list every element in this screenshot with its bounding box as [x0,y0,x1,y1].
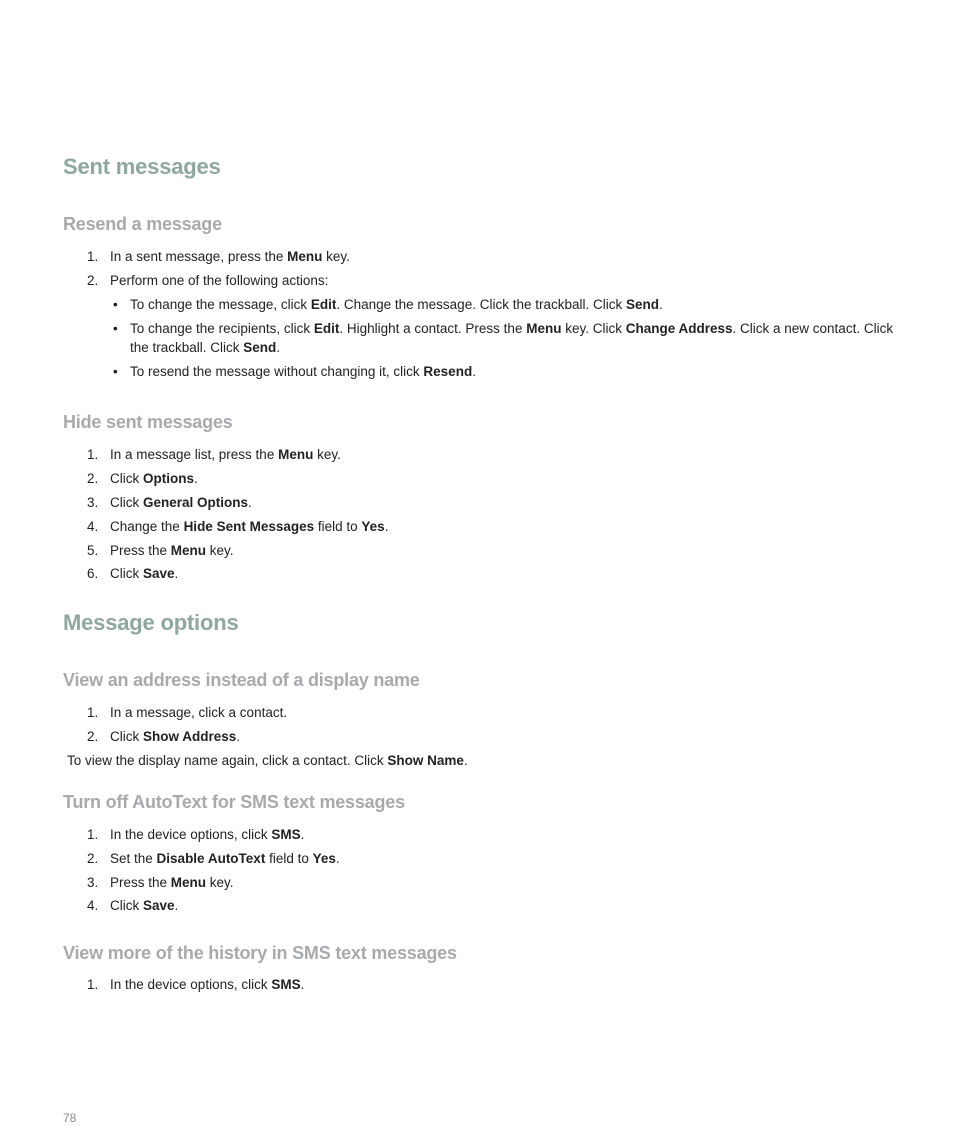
page-number: 78 [63,1111,77,1125]
step-text: In the device options, click SMS. [110,827,305,842]
step-number: 5. [87,543,99,558]
step-number: 1. [87,705,99,720]
step-number: 2. [87,851,99,866]
step-number: 6. [87,566,99,581]
bullet-icon: • [113,321,118,336]
step-text: In a message list, press the Menu key. [110,447,341,462]
step-number: 1. [87,827,99,842]
step-text: Click General Options. [110,495,252,510]
step-number: 2. [87,471,99,486]
section-title-sent-messages: Sent messages [63,154,221,179]
note-text: To view the display name again, click a contact. Click Show Name. [67,753,468,768]
step-text: Set the Disable AutoText field to Yes. [110,851,340,866]
step-text: Click Show Address. [110,729,241,744]
step-number: 1. [87,977,99,992]
step-text: Perform one of the following actions: [110,273,329,288]
subsection-title-autotext: Turn off AutoText for SMS text messages [63,792,405,812]
step-text: Click Save. [110,566,179,581]
step-number: 2. [87,273,99,288]
step-number: 2. [87,729,99,744]
bullet-icon: • [113,297,118,312]
bullet-icon: • [113,364,118,379]
step-number: 3. [87,495,99,510]
step-number: 1. [87,249,99,264]
step-text: Change the Hide Sent Messages field to Yes. [110,519,389,534]
step-text: In a sent message, press the Menu key. [110,249,350,264]
subsection-title-hide: Hide sent messages [63,412,233,432]
step-text: Click Options. [110,471,198,486]
bullet-text: To resend the message without changing it, click Resend. [130,364,476,379]
step-text: Press the Menu key. [110,543,234,558]
step-number: 3. [87,875,99,890]
bullet-text: To change the message, click Edit. Change the message. Click the trackball. Click Send. [130,297,663,312]
subsection-title-view-address: View an address instead of a display name [63,670,420,690]
subsection-title-resend: Resend a message [63,214,222,234]
section-title-message-options: Message options [63,610,239,635]
step-number: 4. [87,898,99,913]
step-text: In a message, click a contact. [110,705,288,720]
step-text: Click Save. [110,898,179,913]
step-number: 4. [87,519,99,534]
step-text: In the device options, click SMS. [110,977,305,992]
step-number: 1. [87,447,99,462]
step-text: Press the Menu key. [110,875,234,890]
bullet-text: To change the recipients, click Edit. Highlight a contact. Press the Menu key. Click Change Address. Click a new contact. Click the trackball. Click Send. [130,321,894,355]
subsection-title-history: View more of the history in SMS text messages [63,943,457,963]
